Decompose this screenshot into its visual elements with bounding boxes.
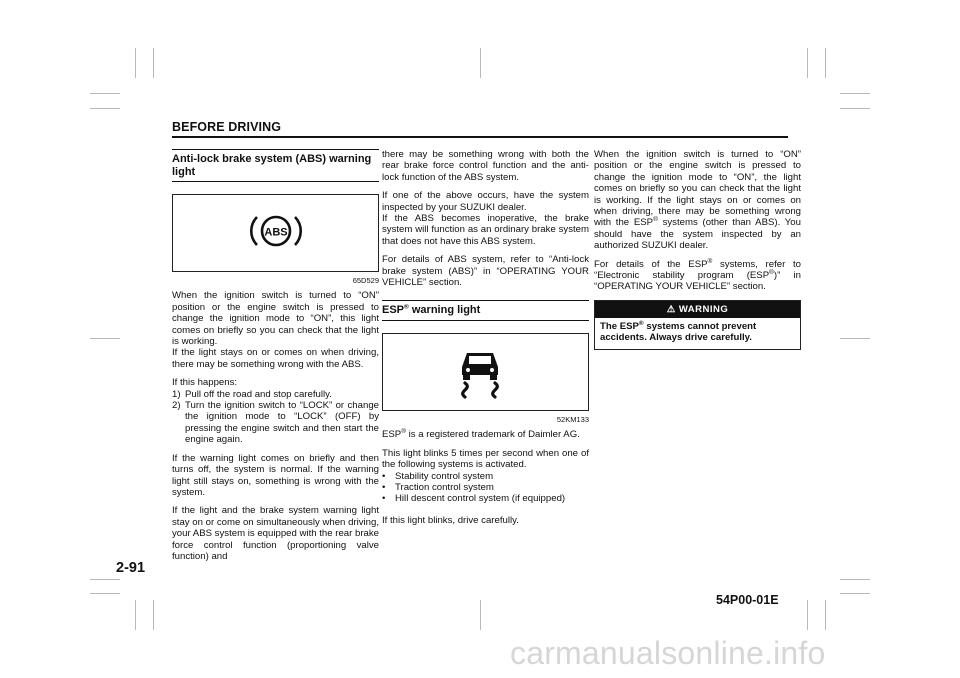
- figure-code: 65D529: [352, 276, 379, 285]
- paragraph: If the ABS becomes inoperative, the brake system will function as an ordinary brake system that does not have this ABS system.: [382, 213, 589, 247]
- crop-mark: [90, 338, 120, 339]
- crop-mark: [840, 93, 870, 94]
- paragraph: If the light stays on or comes on when driving, there may be something wrong with the ABS.: [172, 347, 379, 370]
- crop-mark: [840, 579, 870, 580]
- crop-mark: [825, 600, 826, 630]
- watermark: carmanualsonline.info: [510, 635, 826, 671]
- esp-section-heading: ESP® warning light: [382, 300, 589, 321]
- list-item: • Hill descent control system (if equipped): [382, 493, 566, 505]
- systems-list: [382, 471, 589, 505]
- crop-mark: [90, 93, 120, 94]
- page-header: BEFORE DRIVING: [172, 120, 282, 134]
- paragraph: If this happens:: [172, 377, 238, 389]
- crop-mark: [135, 48, 136, 78]
- crop-mark: [840, 338, 870, 339]
- header-rule: [172, 136, 788, 138]
- abs-figure: [172, 194, 379, 272]
- list-item: • Traction control system: [382, 482, 494, 493]
- crop-mark: [807, 600, 808, 630]
- crop-mark: [153, 600, 154, 630]
- esp-figure: [382, 333, 589, 411]
- esp-slip-icon: [455, 345, 505, 399]
- abs-icon-label: ABS: [264, 226, 288, 239]
- abs-section-heading: Anti-lock brake system (ABS) warning light: [172, 149, 379, 182]
- paragraph: For details of the ESP® systems, refer to “Electronic stability program (ESP®)” in “OPERATING YOUR VEHICLE” section.: [594, 257, 801, 293]
- list-item: 1) Pull off the road and stop carefully.: [172, 388, 332, 400]
- crop-mark: [807, 48, 808, 78]
- paragraph: This light blinks 5 times per second when one of the following systems is activated.: [382, 447, 589, 471]
- paragraph: When the ignition switch is turned to “ON” position or the engine switch is pressed to change the ignition mode to “ON”, this light comes on briefly so you can check that the light is working.: [172, 290, 379, 348]
- paragraph: If this light blinks, drive carefully.: [382, 514, 519, 526]
- warning-box: [594, 300, 801, 350]
- column-2: [382, 149, 589, 533]
- crop-mark: [480, 600, 481, 630]
- page-number: 2-91: [116, 560, 146, 576]
- paragraph: If the light and the brake system warning light stay on or come on simultaneously when driving, your ABS system is equipped with the rear brake force control function (proportioning valve function) and: [172, 505, 379, 562]
- document-code: 54P00-01E: [716, 593, 779, 607]
- crop-mark: [825, 48, 826, 78]
- crop-mark: [153, 48, 154, 78]
- abs-warning-icon: [246, 207, 306, 255]
- paragraph: If one of the above occurs, have the system inspected by your SUZUKI dealer.: [382, 190, 589, 213]
- trademark-note: ESP® is a registered trademark of Daimler AG.: [382, 428, 580, 441]
- crop-mark: [480, 48, 481, 78]
- steps-list: [172, 389, 379, 446]
- crop-mark: [135, 600, 136, 630]
- warning-header: ⚠ WARNING: [595, 301, 800, 318]
- crop-mark: [90, 108, 120, 109]
- crop-mark: [840, 108, 870, 109]
- paragraph: When the ignition switch is turned to “ON” position or the engine switch is pressed to change the ignition mode to “ON”, the light comes on briefly so you can check that the light is working. If the light stays on or comes on when driving, there may be something wrong with the ESP® systems (other than ABS). You should have the system inspected by an authorized SUZUKI dealer.: [594, 149, 801, 252]
- crop-mark: [90, 593, 120, 594]
- paragraph: there may be something wrong with both the rear brake force control function and the anti-lock function of the ABS system.: [382, 149, 589, 183]
- list-item: • Stability control system: [382, 470, 494, 482]
- figure-code: 52KM133: [556, 414, 589, 424]
- crop-mark: [90, 579, 120, 580]
- column-1: [172, 149, 379, 569]
- list-item: 2) Turn the ignition switch to “LOCK” or change the ignition mode to “LOCK” (OFF) by pressing the engine switch and then start the engine again.: [172, 400, 379, 446]
- warning-text: The ESP® systems cannot prevent accidents. Always drive carefully.: [600, 319, 757, 344]
- column-3: [594, 149, 801, 350]
- paragraph: For details of ABS system, refer to “Anti-lock brake system (ABS)” in “OPERATING YOUR VEHICLE” section.: [382, 254, 589, 289]
- crop-mark: [840, 593, 870, 594]
- warning-triangle-icon: ⚠: [666, 303, 679, 315]
- paragraph: If the warning light comes on briefly and then turns off, the system is normal. If the warning light still stays on, something is wrong with the system.: [172, 452, 379, 498]
